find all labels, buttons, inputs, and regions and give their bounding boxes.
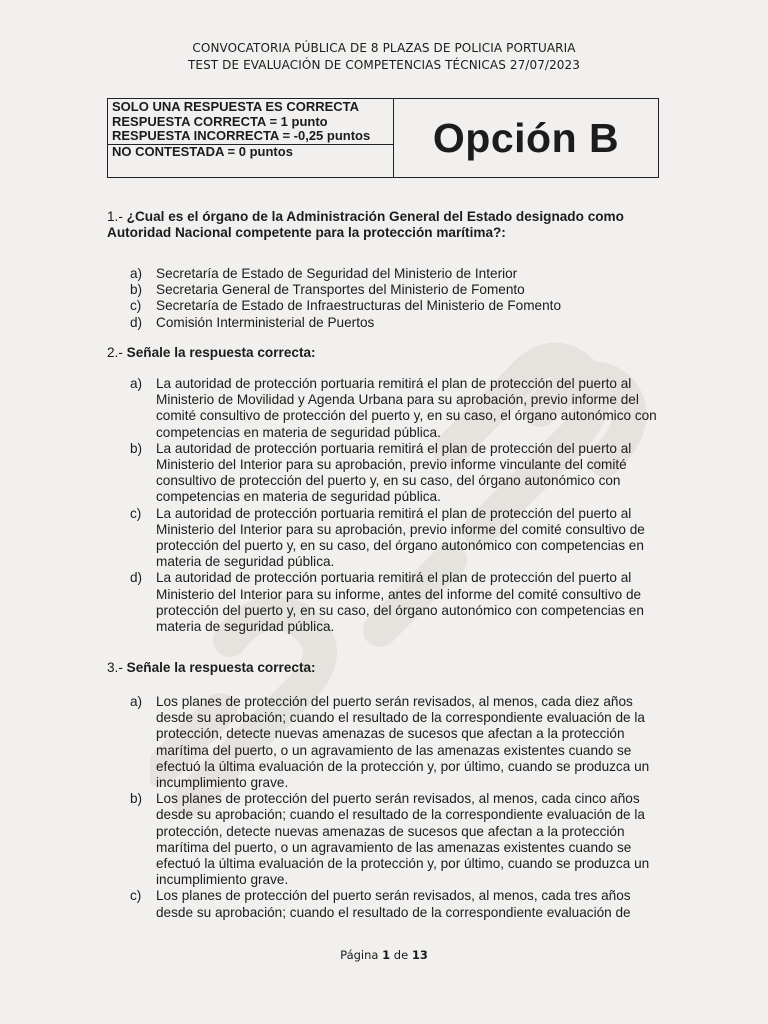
question-1-number: 1.- [107, 209, 123, 224]
question-3-option-a: a) Los planes de protección del puerto serán revisados, al menos, cada diez años desde su aprobación; cuando el resultado de la correspondiente evaluación de la protección, detecte nuevas amenazas de sucesos que afectan a la protección marítima del puerto, o un agravamiento de las amenazas existentes cuando se efectuó la última evaluación de la protección y, por último, cuando se produzca un incumplimiento grave. [130, 694, 650, 791]
header-line-1: CONVOCATORIA PÚBLICA DE 8 PLAZAS DE POLICIA PORTUARIA [192, 41, 576, 55]
option-label: Opción B [432, 114, 620, 161]
question-1-option-d: d) Comisión Interministerial de Puertos [130, 314, 375, 330]
page-number: 1 [382, 948, 391, 962]
question-2-option-c: c) La autoridad de protección portuaria remitirá el plan de protección del puerto al Ministerio del Interior para su aprobación, previo informe del comité consultivo de protección del puerto y, en su caso, del órgano autonómico con competencias en materia de seguridad pública. [130, 505, 645, 570]
question-3 [107, 660, 662, 676]
question-2 [107, 345, 662, 361]
scoring-rules-box [107, 98, 659, 178]
question-2-title: Señale la respuesta correcta: [126, 345, 316, 360]
question-3-option-b: b) Los planes de protección del puerto serán revisados, al menos, cada cinco años desde su aprobación; cuando el resultado de la correspondiente evaluación de la protección, detecte nuevas amenazas de sucesos que afectan a la protección marítima del puerto, o un agravamiento de las amenazas existentes cuando se efectuó la última evaluación de la protección y, por último, cuando se produzca un incumplimiento grave. [130, 791, 650, 888]
question-2-option-b: b) La autoridad de protección portuaria remitirá el plan de protección del puerto al Ministerio del Interior para su aprobación, previo informe vinculante del comité consultivo de protección del puerto y, en su caso, del órgano autonómico con competencias en materia de seguridad pública. [130, 440, 632, 505]
question-3-option-c: c) Los planes de protección del puerto serán revisados, al menos, cada tres años desde su aprobación; cuando el resultado de la correspondiente evaluación de [130, 888, 631, 920]
option-label-cell [394, 99, 658, 177]
rule-incorrect-answer: RESPUESTA INCORRECTA = -0,25 puntos [112, 128, 371, 143]
rule-correct-answer: RESPUESTA CORRECTA = 1 punto [112, 113, 328, 129]
question-1-option-b: b) Secretaria General de Transportes del Ministerio de Fomento [130, 282, 525, 298]
rule-only-one-correct: SOLO UNA RESPUESTA ES CORRECTA [112, 99, 360, 114]
question-2-options [130, 376, 662, 635]
question-2-option-a: a) La autoridad de protección portuaria remitirá el plan de protección del puerto al Ministerio de Movilidad y Agenda Urbana para su aprobación, previo informe del comité consultivo de protección del puerto y, en su caso, el órgano autonómico con competencias en materia de seguridad pública. [130, 376, 657, 440]
scoring-rules [108, 99, 394, 177]
rule-unanswered: NO CONTESTADA = 0 puntos [108, 144, 393, 160]
question-2-option-d: d) La autoridad de protección portuaria remitirá el plan de protección del puerto al Ministerio del Interior para su informe, antes del informe del comité consultivo de protección del puerto y, en su caso, del órgano autonómico con competencias en materia de seguridad pública. [130, 570, 644, 635]
header-line-2: TEST DE EVALUACIÓN DE COMPETENCIAS TÉCNICAS 27/07/2023 [187, 58, 581, 72]
question-1-title: ¿Cual es el órgano de la Administración General del Estado designado como Autoridad Nacional competente para la protección marítima?: [107, 209, 624, 241]
question-3-number: 3.- [107, 660, 123, 675]
document-header [0, 40, 768, 74]
page-of: de [393, 948, 409, 962]
question-2-number: 2.- [107, 345, 123, 360]
question-3-title: Señale la respuesta correcta: [126, 660, 316, 675]
question-1 [107, 209, 662, 241]
question-3-options [130, 694, 662, 921]
question-1-options [130, 266, 662, 331]
page-total: 13 [411, 948, 428, 962]
page-prefix: Página [340, 948, 379, 962]
question-1-option-a: a) Secretaría de Estado de Seguridad del Ministerio de Interior [130, 266, 518, 281]
question-1-option-c: c) Secretaría de Estado de Infraestructuras del Ministerio de Fomento [130, 298, 561, 314]
page-footer [0, 948, 768, 962]
